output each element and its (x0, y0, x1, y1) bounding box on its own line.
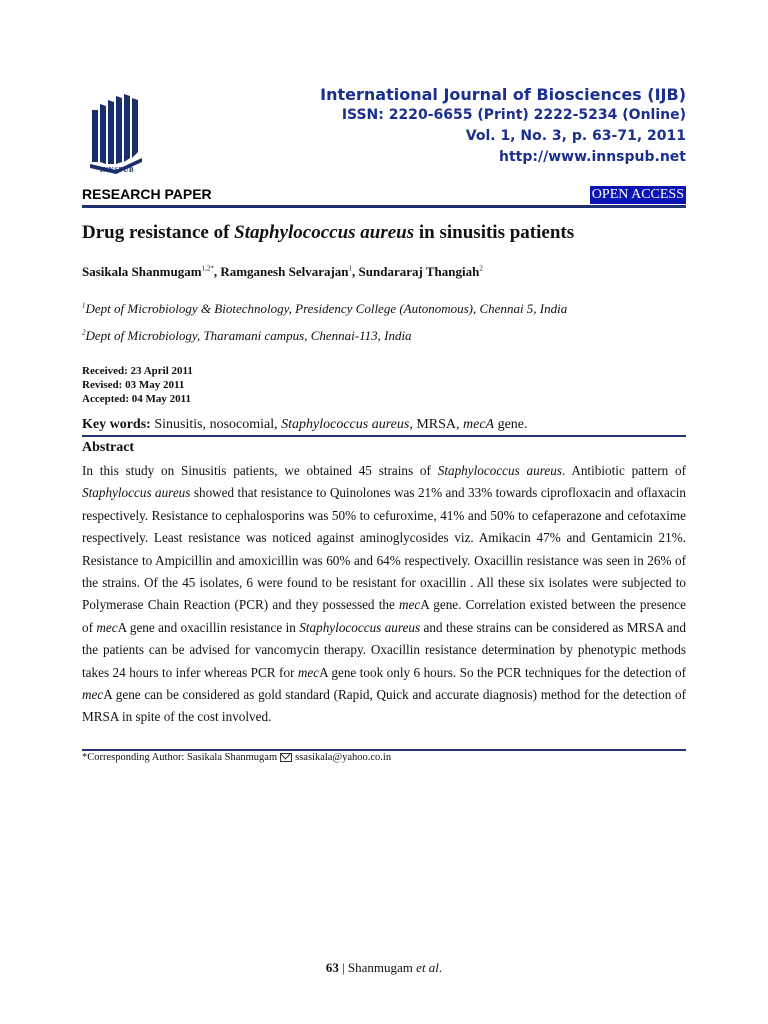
abstract-heading: Abstract (82, 440, 135, 455)
journal-url[interactable]: http://www.innspub.net (499, 149, 686, 165)
accepted-date: Accepted: 04 May 2011 (82, 393, 192, 405)
paper-title: Drug resistance of Staphylococcus aureus in sinusitis patients (82, 222, 575, 243)
author-email[interactable]: ssasikala@yahoo.co.in (295, 752, 392, 763)
received-date: Received: 23 April 2011 (82, 365, 193, 377)
abstract-rule (82, 749, 686, 751)
revised-date: Revised: 03 May 2011 (82, 379, 185, 391)
keywords: Key words: Sinusitis, nosocomial, Staphylococcus aureus, MRSA, mecA gene. (82, 417, 528, 432)
journal-header (320, 84, 686, 168)
author-name: Sundararaj Thangiah (358, 264, 480, 279)
journal-volume: Vol. 1, No. 3, p. 63-71, 2011 (465, 128, 686, 144)
page-footer: 63 | Shanmugam et al. (325, 960, 443, 975)
affiliation-1: $^1$Dept of Microbiology & Biotechnology, Presidency College (Autonomous), Chennai 5, India (82, 301, 568, 316)
page-number: 63 (325, 960, 339, 975)
logo-text: INNSPUB (99, 166, 135, 174)
author-name: Ramganesh Selvarajan (220, 264, 349, 279)
header-rule (82, 205, 686, 208)
corresponding-author: *Corresponding Author: Sasikala Shanmugam ssasikala@yahoo.co.in (82, 752, 392, 763)
dates-block (82, 364, 193, 406)
author-list: Sasikala Shanmugam$^{1,2*}$, Ramganesh Selvarajan$^1$, Sundararaj Thangiah$^2$ (82, 264, 483, 279)
affiliation-2: $^2$Dept of Microbiology, Tharamani campus, Chennai-113, India (82, 328, 412, 343)
paper-type: RESEARCH PAPER (82, 186, 212, 202)
journal-issn: ISSN: 2220-6655 (Print) 2222-5234 (Online) (341, 107, 686, 123)
open-access-badge: OPEN ACCESS (591, 187, 684, 202)
mail-icon (280, 753, 292, 762)
author-name: Sasikala Shanmugam (82, 264, 202, 279)
keywords-rule (82, 435, 686, 437)
journal-title: International Journal of Biosciences (IJB) (320, 85, 686, 104)
abstract-text: In this study on Sinusitis patients, we obtained 45 strains of Staphylococcus aureus. Antibiotic pattern of Staphyloccus aureus showed that resistance to Quinolones was 21% and 33% towards ciprofloxacin and oflaxacin respectively. Resistance to cephalosporins was 50% to cefuroxime, 41% and 50% to cefaperazone and cefotaxime respectively. Least resistance was noticed against aminoglycosides viz. Amikacin 47% and Gentamicin 21%. Resistance to Ampicillin and amoxicillin was 60% and 64% respectively. Oxacillin resistance was seen in 26% of the strains. Of the 45 isolates, 6 were found to be resistant for oxacillin . All these six isolates were subjected to Polymerase Chain Reaction (PCR) and they possessed the mecA gene. Correlation existed between the presence of mecA gene and oxacillin resistance in Staphylococcus aureus and these strains can be considered as MRSA and the patients can be advised for vancomycin therapy. Oxacillin resistance determination by phenotypic methods takes 24 hours to infer whereas PCR for mecA gene took only 6 hours. So the PCR techniques for the detection of mecA gene can be considered as gold standard (Rapid, Quick and accurate diagnosis) method for the detection of MRSA in spite of the cost involved. (82, 463, 687, 725)
